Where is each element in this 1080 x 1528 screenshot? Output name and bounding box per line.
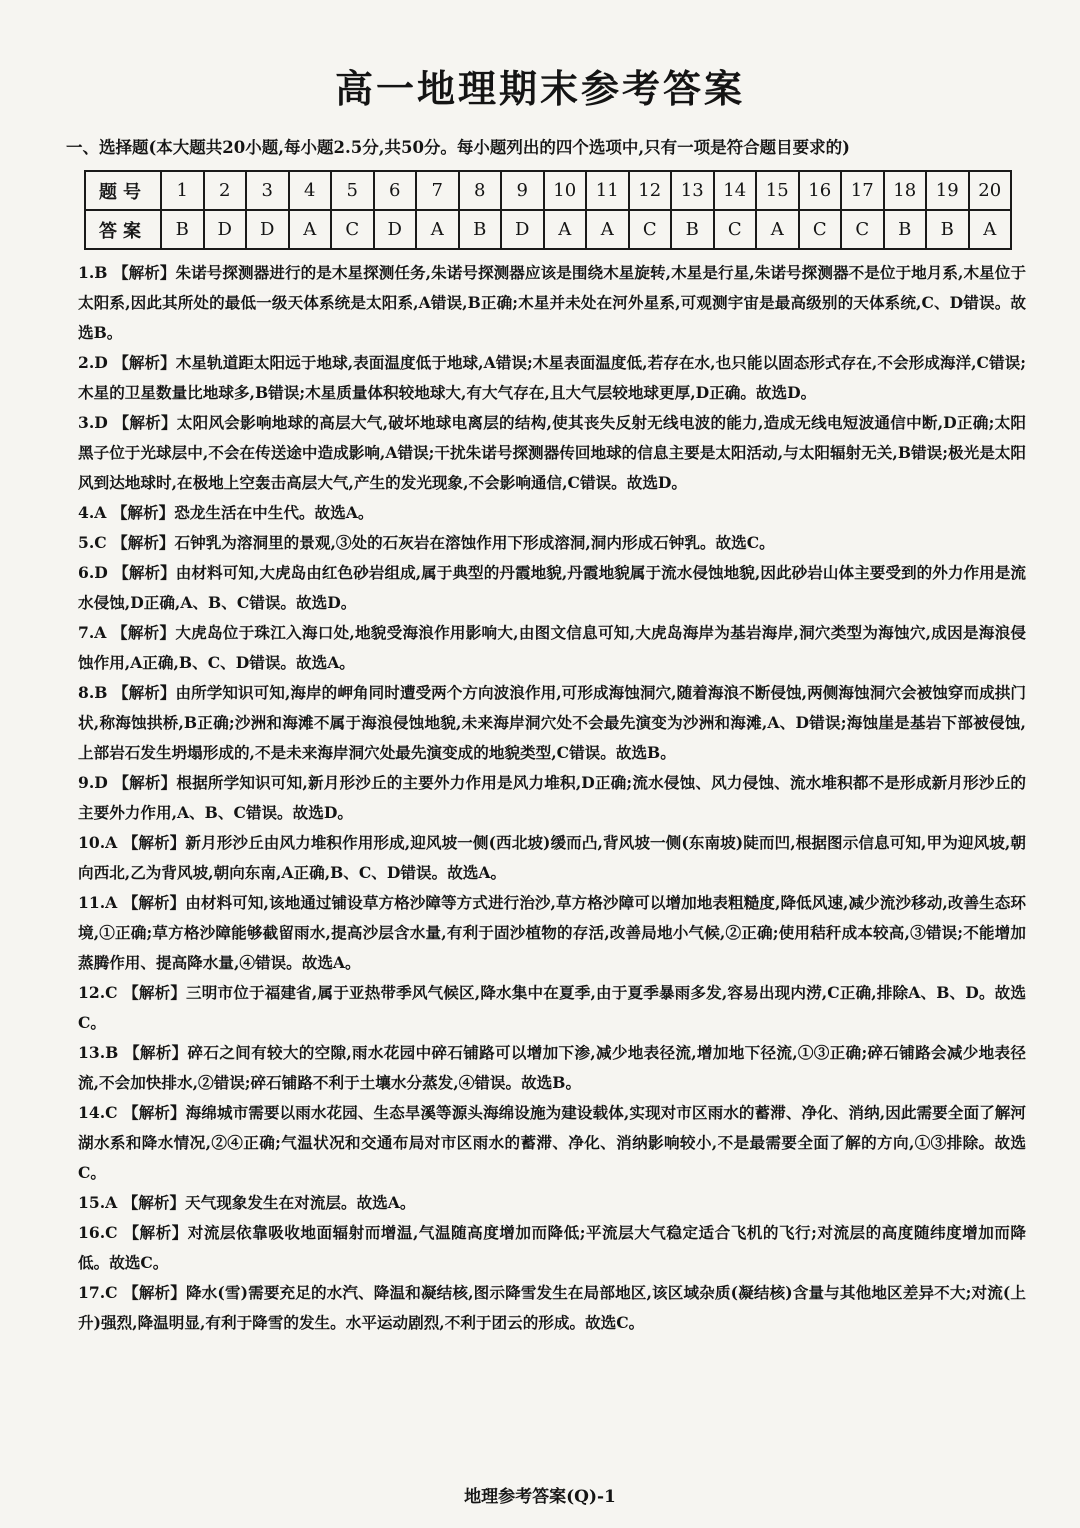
- answer-cell: B: [161, 210, 204, 249]
- item-text: 【解析】新月形沙丘由风力堆积作用形成,迎风坡一侧(西北坡)缓而凸,背风坡一侧(东南坡)陡而凹,根据图示信息可知,甲为迎风坡,朝向西北,乙为背风坡,朝向东南,A正确,B、C、D错误。故选A。: [78, 833, 1026, 882]
- question-number-cell: 9: [501, 171, 544, 210]
- answer-cell: C: [714, 210, 757, 249]
- question-number-cell: 13: [671, 171, 714, 210]
- explanation-item: [78, 678, 1026, 768]
- answer-cell: B: [884, 210, 927, 249]
- item-number: 13.B: [78, 1043, 119, 1062]
- explanation-item: [78, 1098, 1026, 1188]
- question-number-cell: 18: [884, 171, 927, 210]
- section-instructions: 一、选择题(本大题共20小题,每小题2.5分,共50分。每小题列出的四个选项中,只有一项是符合题目要求的): [66, 138, 850, 157]
- item-number: 17.C: [78, 1283, 118, 1302]
- item-text: 【解析】对流层依靠吸收地面辐射而增温,气温随高度增加而降低;平流层大气稳定适合飞机的飞行;对流层的高度随纬度增加而降低。故选C。: [78, 1223, 1026, 1272]
- item-number: 16.C: [78, 1223, 118, 1242]
- page-footer: 地理参考答案(Q)-1: [464, 1487, 616, 1507]
- item-number: 4.A: [78, 503, 107, 522]
- item-number: 3.D: [78, 413, 108, 432]
- question-number-cell: 15: [756, 171, 799, 210]
- item-number: 5.C: [78, 533, 107, 552]
- item-number: 14.C: [78, 1103, 118, 1122]
- item-number: 2.D: [78, 353, 108, 372]
- item-text: 【解析】恐龙生活在中生代。故选A。: [111, 503, 374, 522]
- answer-cell: D: [204, 210, 247, 249]
- answer-cell: B: [459, 210, 502, 249]
- explanation-item: [78, 348, 1026, 408]
- item-number: 8.B: [78, 683, 108, 702]
- answer-cell: A: [416, 210, 459, 249]
- explanation-item: [78, 1218, 1026, 1278]
- item-number: 9.D: [78, 773, 108, 792]
- item-text: 【解析】由材料可知,该地通过铺设草方格沙障等方式进行治沙,草方格沙障可以增加地表粗糙度,降低风速,减少流沙移动,改善生态环境,①正确;草方格沙障能够截留雨水,提高沙层含水量,有利于固沙植物的存活,改善局地小气候,②正确;使用秸秆成本较高,③错误;不能增加蒸腾作用、提高降水量,④错误。故选A。: [78, 893, 1026, 972]
- answer-cell: D: [501, 210, 544, 249]
- explanation-item: [78, 978, 1026, 1038]
- row-header-answer: 答案: [85, 210, 161, 249]
- question-number-cell: 12: [629, 171, 672, 210]
- question-number-cell: 1: [161, 171, 204, 210]
- item-text: 【解析】海绵城市需要以雨水花园、生态旱溪等源头海绵设施为建设载体,实现对市区雨水的蓄滞、净化、消纳,因此需要全面了解河湖水系和降水情况,②④正确;气温状况和交通布局对市区雨水的蓄滞、净化、消纳影响较小,不是最需要全面了解的方向,①③排除。故选C。: [78, 1103, 1027, 1182]
- question-number-cell: 3: [246, 171, 289, 210]
- answer-table: [84, 170, 1012, 250]
- item-text: 【解析】大虎岛位于珠江入海口处,地貌受海浪作用影响大,由图文信息可知,大虎岛海岸为基岩海岸,洞穴类型为海蚀穴,成因是海浪侵蚀作用,A正确,B、C、D错误。故选A。: [78, 623, 1026, 672]
- answer-cell: A: [544, 210, 587, 249]
- answer-cell: C: [841, 210, 884, 249]
- question-number-cell: 17: [841, 171, 884, 210]
- row-header-number: 题号: [85, 171, 161, 210]
- item-text: 【解析】根据所学知识可知,新月形沙丘的主要外力作用是风力堆积,D正确;流水侵蚀、风力侵蚀、流水堆积都不是形成新月形沙丘的主要外力作用,A、B、C错误。故选D。: [78, 773, 1026, 822]
- answer-cell: D: [374, 210, 417, 249]
- answer-cell: C: [799, 210, 842, 249]
- explanation-list: [78, 258, 1026, 1338]
- explanation-item: [78, 1038, 1026, 1098]
- question-number-cell: 14: [714, 171, 757, 210]
- question-number-cell: 2: [204, 171, 247, 210]
- question-number-cell: 10: [544, 171, 587, 210]
- question-number-row: [85, 171, 1011, 210]
- answer-cell: A: [289, 210, 332, 249]
- item-number: 7.A: [78, 623, 107, 642]
- answer-cell: C: [629, 210, 672, 249]
- explanation-item: [78, 258, 1026, 348]
- answer-cell: D: [246, 210, 289, 249]
- question-number-cell: 16: [799, 171, 842, 210]
- item-text: 【解析】碎石之间有较大的空隙,雨水花园中碎石铺路可以增加下渗,减少地表径流,增加地下径流,①③正确;碎石铺路会减少地表径流,不会加快排水,②错误;碎石铺路不利于土壤水分蒸发,④错误。故选B。: [78, 1043, 1026, 1092]
- explanation-item: [78, 528, 1026, 558]
- answer-cell: A: [756, 210, 799, 249]
- question-number-cell: 8: [459, 171, 502, 210]
- answer-cell: A: [969, 210, 1012, 249]
- item-text: 【解析】石钟乳为溶洞里的景观,③处的石灰岩在溶蚀作用下形成溶洞,洞内形成石钟乳。故选C。: [112, 533, 775, 552]
- explanation-item: [78, 1278, 1026, 1338]
- answer-cell: B: [926, 210, 969, 249]
- question-number-cell: 19: [926, 171, 969, 210]
- explanation-item: [78, 888, 1026, 978]
- explanation-item: [78, 498, 1026, 528]
- answer-cell: A: [586, 210, 629, 249]
- explanation-item: [78, 828, 1026, 888]
- item-number: 1.B: [78, 263, 108, 282]
- item-text: 【解析】由所学知识可知,海岸的岬角同时遭受两个方向波浪作用,可形成海蚀洞穴,随着海浪不断侵蚀,两侧海蚀洞穴会被蚀穿而成拱门状,称海蚀拱桥,B正确;沙洲和海滩不属于海浪侵蚀地貌,未来海岸洞穴处不会最先演变为沙洲和海滩,A、D错误;海蚀崖是基岩下部被侵蚀,上部岩石发生坍塌形成的,不是未来海岸洞穴处最先演变成的地貌类型,C错误。故选B。: [78, 683, 1027, 762]
- question-number-cell: 4: [289, 171, 332, 210]
- item-number: 10.A: [78, 833, 118, 852]
- explanation-item: [78, 408, 1026, 498]
- explanation-item: [78, 618, 1026, 678]
- item-text: 【解析】由材料可知,大虎岛由红色砂岩组成,属于典型的丹霞地貌,丹霞地貌属于流水侵蚀地貌,因此砂岩山体主要受到的外力作用是流水侵蚀,D正确,A、B、C错误。故选D。: [78, 563, 1026, 612]
- item-number: 15.A: [78, 1193, 118, 1212]
- question-number-cell: 5: [331, 171, 374, 210]
- item-number: 11.A: [78, 893, 118, 912]
- item-text: 【解析】朱诺号探测器进行的是木星探测任务,朱诺号探测器应该是围绕木星旋转,木星是行星,朱诺号探测器不是位于地月系,木星位于太阳系,因此其所处的最低一级天体系统是太阳系,A错误,B正确;木星并未处在河外星系,可观测宇宙是最高级别的天体系统,C、D错误。故选B。: [78, 263, 1027, 342]
- item-text: 【解析】太阳风会影响地球的高层大气,破坏地球电离层的结构,使其丧失反射无线电波的能力,造成无线电短波通信中断,D正确;太阳黑子位于光球层中,不会在传送途中造成影响,A错误;干扰朱诺号探测器传回地球的信息主要是太阳活动,与太阳辐射无关,B错误;极光是太阳风到达地球时,在极地上空轰击高层大气,产生的发光现象,不会影响通信,C错误。故选D。: [78, 413, 1026, 492]
- answer-row: [85, 210, 1011, 249]
- item-text: 【解析】降水(雪)需要充足的水汽、降温和凝结核,图示降雪发生在局部地区,该区域杂质(凝结核)含量与其他地区差异不大;对流(上升)强烈,降温明显,有利于降雪的发生。水平运动剧烈,不利于团云的形成。故选C。: [78, 1283, 1026, 1332]
- item-text: 【解析】木星轨道距太阳远于地球,表面温度低于地球,A错误;木星表面温度低,若存在水,也只能以固态形式存在,不会形成海洋,C错误;木星的卫星数量比地球多,B错误;木星质量体积较地球大,有大气存在,且大气层较地球更厚,D正确。故选D。: [78, 353, 1026, 402]
- question-number-cell: 11: [586, 171, 629, 210]
- answer-cell: B: [671, 210, 714, 249]
- explanation-item: [78, 558, 1026, 618]
- explanation-item: [78, 768, 1026, 828]
- question-number-cell: 20: [969, 171, 1012, 210]
- question-number-cell: 6: [374, 171, 417, 210]
- item-number: 12.C: [78, 983, 118, 1002]
- item-text: 【解析】天气现象发生在对流层。故选A。: [122, 1193, 416, 1212]
- item-text: 【解析】三明市位于福建省,属于亚热带季风气候区,降水集中在夏季,由于夏季暴雨多发,容易出现内涝,C正确,排除A、B、D。故选C。: [78, 983, 1026, 1032]
- page-title: 高一地理期末参考答案: [334, 67, 745, 111]
- question-number-cell: 7: [416, 171, 459, 210]
- explanation-item: [78, 1188, 1026, 1218]
- item-number: 6.D: [78, 563, 108, 582]
- answer-cell: C: [331, 210, 374, 249]
